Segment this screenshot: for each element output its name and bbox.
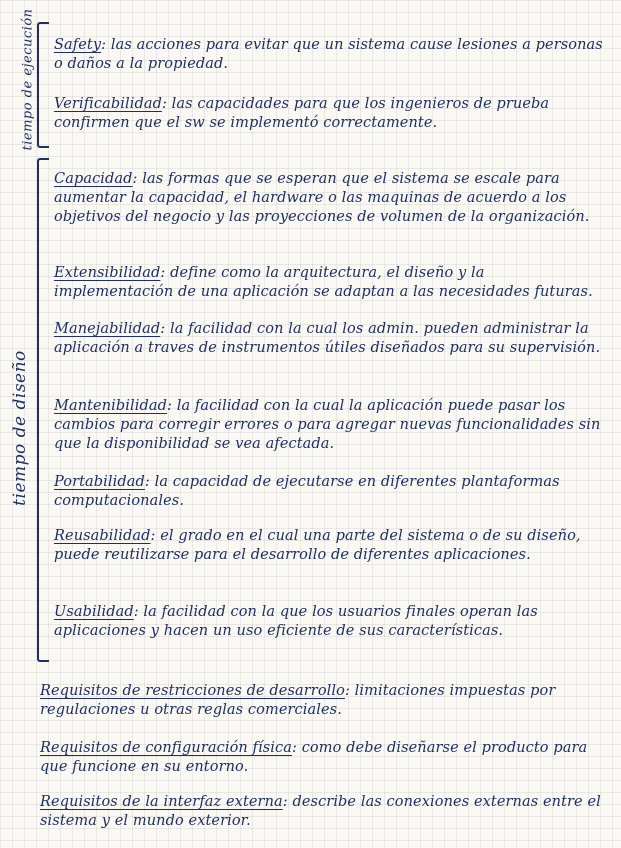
entry-capacidad (54, 170, 606, 227)
entry-text: : la facilidad con la cual la aplicación puede pasar los cambios para corregir errores o para agregar nuevas funcionalidades sin que la disponibilidad se vea afectada. (54, 398, 601, 452)
entry-text: : las formas que se esperan que el sistema se escale para aumentar la capacidad, el hardware o las maquinas de acuerdo a los objetivos del negocio y las proyecciones de volumen de la organización. (54, 171, 590, 225)
entry-term: Mantenibilidad (54, 398, 168, 414)
entry-safety (54, 36, 606, 74)
bracket-ejecucion (37, 22, 49, 148)
entry-term: Capacidad (54, 171, 133, 187)
entry-interfaz-externa (40, 793, 610, 831)
bracket-diseno (37, 158, 49, 662)
entry-term: Extensibilidad (54, 265, 161, 281)
side-label-diseno: tiempo de diseño (10, 350, 30, 506)
entry-term: Requisitos de restricciones de desarrollo (40, 683, 345, 699)
entry-text: : como debe diseñarse el producto para que funcione en su entorno. (40, 740, 588, 775)
entry-term: Reusabilidad (54, 528, 151, 544)
entry-text: : las acciones para evitar que un sistema cause lesiones a personas o daños a la propiedad. (54, 37, 603, 72)
entry-term: Requisitos de configuración física (40, 740, 292, 756)
entry-term: Portabilidad (54, 474, 145, 490)
entry-text: : limitaciones impuestas por regulaciones u otras reglas comerciales. (40, 683, 556, 718)
entry-extensibilidad (54, 264, 606, 302)
entry-term: Usabilidad (54, 604, 134, 620)
entry-text: : define como la arquitectura, el diseño y la implementación de una aplicación se adaptan a las necesidades futuras. (54, 265, 593, 300)
entry-term: Requisitos de la interfaz externa (40, 794, 283, 810)
entry-text: : las capacidades para que los ingenieros de prueba confirmen que el sw se implementó correctamente. (54, 96, 550, 131)
entry-configuracion-fisica (40, 739, 610, 777)
entry-verificabilidad (54, 95, 606, 133)
entry-text: : el grado en el cual una parte del sistema o de su diseño, puede reutilizarse para el desarrollo de diferentes aplicaciones. (54, 528, 581, 563)
entry-usabilidad (54, 603, 606, 641)
entry-reusabilidad (54, 527, 606, 565)
entry-restricciones-desarrollo (40, 682, 610, 720)
entry-text: : la capacidad de ejecutarse en diferentes plantaformas computacionales. (54, 474, 560, 509)
entry-portabilidad (54, 473, 606, 511)
entry-term: Verificabilidad (54, 96, 162, 112)
entry-term: Safety (54, 37, 102, 53)
side-label-ejecucion: tiempo de ejecución (20, 8, 36, 151)
entry-mantenibilidad (54, 397, 606, 454)
entry-text: : la facilidad con la que los usuarios finales operan las aplicaciones y hacen un uso eficiente de sus características. (54, 604, 538, 639)
entry-text: : la facilidad con la cual los admin. pueden administrar la aplicación a traves de instrumentos útiles diseñados para su supervisión. (54, 321, 601, 356)
entry-manejabilidad (54, 320, 606, 358)
entry-text: : describe las conexiones externas entre el sistema y el mundo exterior. (40, 794, 601, 829)
entry-term: Manejabilidad (54, 321, 161, 337)
